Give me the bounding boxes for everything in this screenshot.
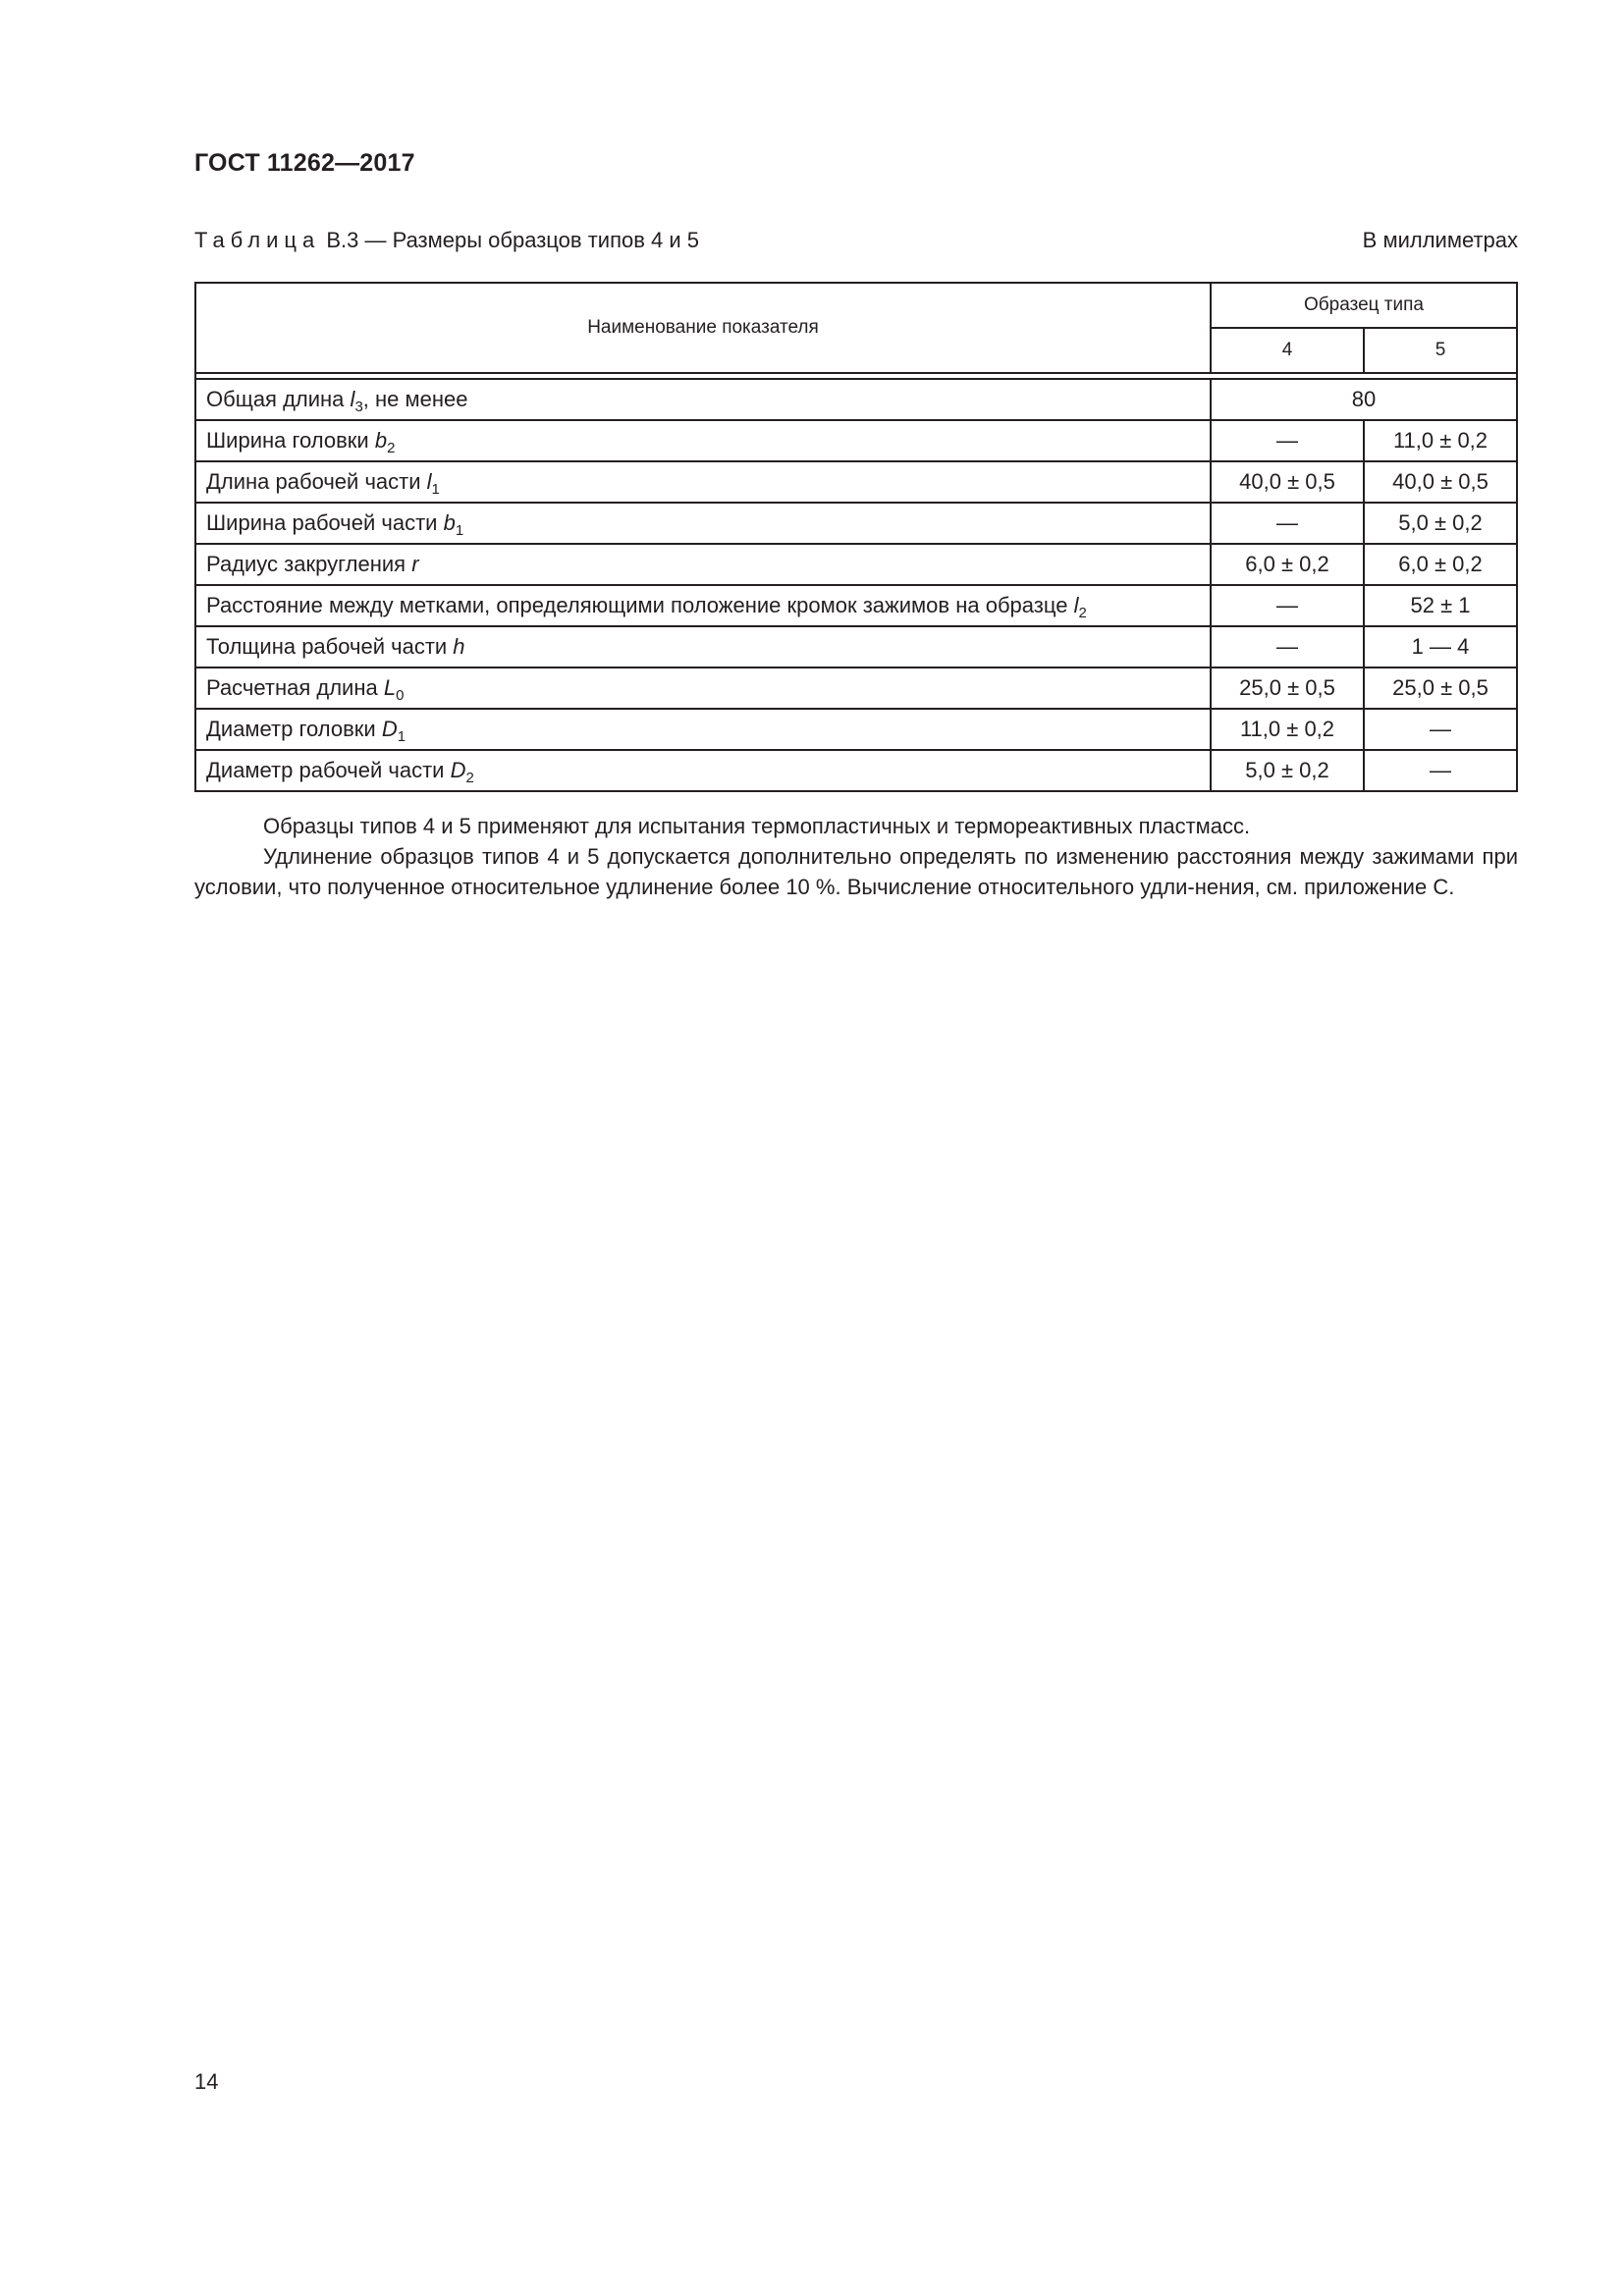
column-header-indicator: Наименование показателя [195, 283, 1211, 373]
symbol: l [350, 387, 355, 411]
table-caption-prefix: Таблица [194, 228, 321, 252]
label-text: Радиус закругления [206, 552, 412, 576]
value-type-4: 5,0 ± 0,2 [1211, 750, 1364, 791]
label-text: Расчетная длина [206, 675, 384, 700]
value-type-5: 40,0 ± 0,5 [1364, 461, 1517, 503]
value-type-5: 25,0 ± 0,5 [1364, 667, 1517, 709]
table-caption-title: В.3 — Размеры образцов типов 4 и 5 [320, 228, 699, 252]
symbol: L [383, 675, 397, 700]
value-type-5: 5,0 ± 0,2 [1364, 503, 1517, 544]
symbol-subscript: 2 [465, 770, 474, 786]
label-text: Диаметр головки [206, 717, 382, 741]
label-text: Расстояние между метками, определяющими положение кромок зажимов на образце [206, 593, 1074, 617]
symbol-subscript: 0 [396, 687, 405, 704]
symbol: l [426, 469, 432, 494]
row-label [195, 461, 1211, 503]
column-header-type-4: 4 [1211, 328, 1364, 373]
symbol-subscript: 3 [354, 399, 363, 415]
symbol: b [374, 428, 388, 453]
note-paragraph-1: Образцы типов 4 и 5 применяют для испытания термопластичных и термореактивных пластмасс. [263, 814, 1251, 838]
value-type-5: 1 — 4 [1364, 626, 1517, 667]
specimen-dimensions-table [194, 282, 1518, 792]
symbol-subscript: 1 [431, 481, 440, 498]
table-row [195, 503, 1517, 544]
symbol-subscript: 1 [455, 522, 464, 539]
symbol: h [453, 634, 465, 659]
row-label [195, 585, 1211, 626]
value-type-4: — [1211, 420, 1364, 461]
value-type-4: 11,0 ± 0,2 [1211, 709, 1364, 750]
table-row [195, 709, 1517, 750]
symbol-subscript: 1 [397, 728, 406, 745]
symbol: b [443, 510, 456, 535]
table-row [195, 420, 1517, 461]
label-suffix: , не менее [362, 387, 468, 411]
value-merged: 80 [1211, 379, 1517, 420]
value-type-4: — [1211, 585, 1364, 626]
label-text: Ширина рабочей части [206, 510, 444, 535]
row-label [195, 379, 1211, 420]
label-text: Общая длина [206, 387, 351, 411]
value-type-4: 40,0 ± 0,5 [1211, 461, 1364, 503]
table-units: В миллиметрах [1362, 228, 1518, 252]
table-row [195, 461, 1517, 503]
value-type-5: 6,0 ± 0,2 [1364, 544, 1517, 585]
value-type-5: — [1364, 750, 1517, 791]
table-row [195, 667, 1517, 709]
note-paragraph-2: Удлинение образцов типов 4 и 5 допускается дополнительно определять по изменению расстояния между зажимами при условии, что полученное относительное удлинение более 10 %. Вычисление относительного удли-нения, см. приложение С. [194, 844, 1518, 899]
symbol: r [411, 552, 419, 576]
row-label [195, 709, 1211, 750]
label-text: Диаметр рабочей части [206, 758, 451, 782]
symbol: D [450, 758, 466, 782]
value-type-5: — [1364, 709, 1517, 750]
row-label [195, 626, 1211, 667]
row-label [195, 544, 1211, 585]
symbol: l [1073, 593, 1079, 617]
table-row [195, 585, 1517, 626]
value-type-5: 52 ± 1 [1364, 585, 1517, 626]
table-row [195, 626, 1517, 667]
value-type-4: — [1211, 503, 1364, 544]
value-type-4: — [1211, 626, 1364, 667]
value-type-4: 6,0 ± 0,2 [1211, 544, 1364, 585]
row-label [195, 420, 1211, 461]
document-code: ГОСТ 11262—2017 [194, 149, 415, 177]
value-type-4: 25,0 ± 0,5 [1211, 667, 1364, 709]
label-text: Ширина головки [206, 428, 375, 453]
symbol: D [381, 717, 398, 741]
column-header-type-5: 5 [1364, 328, 1517, 373]
label-text: Толщина рабочей части [206, 634, 454, 659]
row-label [195, 503, 1211, 544]
symbol-subscript: 2 [1078, 605, 1087, 621]
page-number: 14 [194, 2069, 219, 2094]
table-row [195, 750, 1517, 791]
value-type-5: 11,0 ± 0,2 [1364, 420, 1517, 461]
row-label [195, 750, 1211, 791]
label-text: Длина рабочей части [206, 469, 427, 494]
table-row [195, 379, 1517, 420]
table-caption [194, 228, 699, 253]
row-label [195, 667, 1211, 709]
column-header-specimen-type: Образец типа [1211, 283, 1517, 328]
symbol-subscript: 2 [387, 440, 396, 456]
table-row [195, 544, 1517, 585]
